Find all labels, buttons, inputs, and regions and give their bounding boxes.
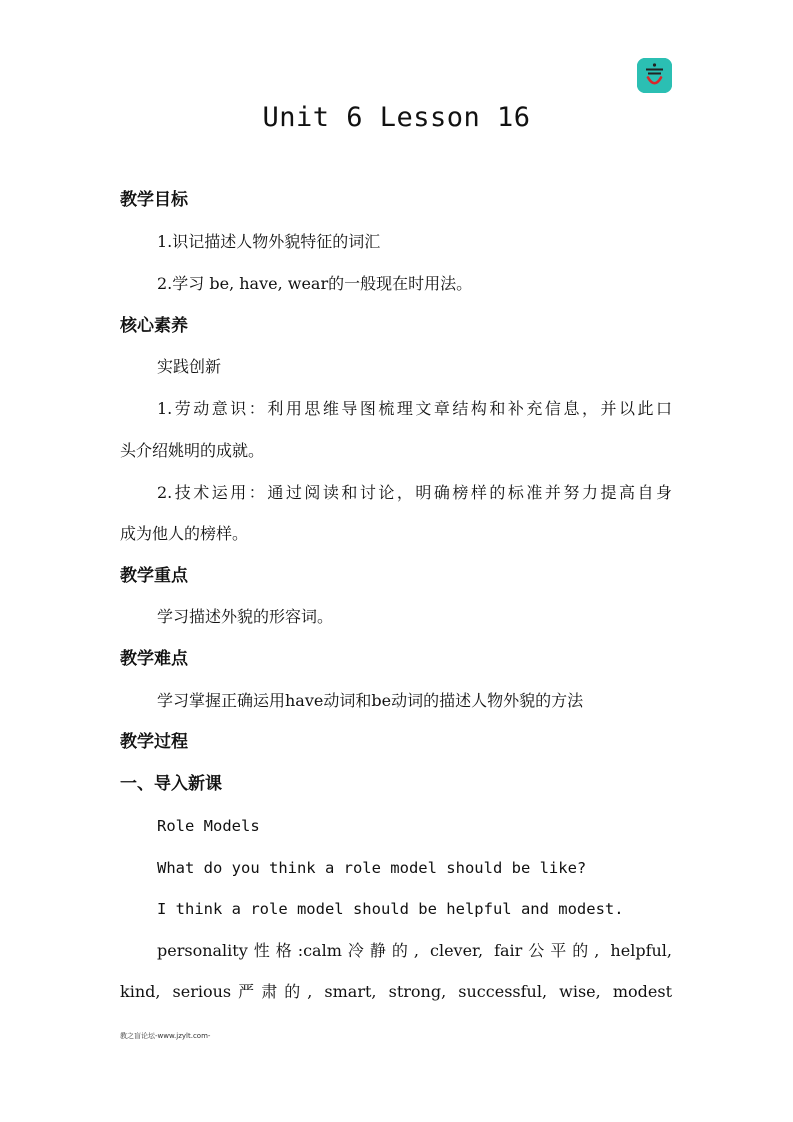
step1-heading: 一、导入新课 xyxy=(120,774,222,794)
core-literacy-item-2-line-2: 成为他人的榜样。 xyxy=(120,524,249,543)
key-points-heading: 教学重点 xyxy=(120,566,188,586)
document-title: Unit 6 Lesson 16 xyxy=(262,102,531,133)
vocab-line-1: personality性格:calm冷静的, clever, fair公平的, helpful, xyxy=(157,941,672,960)
core-literacy-item-1-line-2: 头介绍姚明的成就。 xyxy=(120,441,265,460)
core-literacy-subheading: 实践创新 xyxy=(157,357,222,376)
footer-watermark: 教之盲论坛-www.jzylt.com- xyxy=(120,1032,211,1040)
difficulties-heading: 教学难点 xyxy=(120,649,188,669)
process-line-2: What do you think a role model should be like? xyxy=(157,859,587,877)
key-points-text: 学习描述外貌的形容词。 xyxy=(157,607,334,626)
process-line-1: Role Models xyxy=(157,817,260,835)
speech-logo-icon xyxy=(637,58,672,93)
difficulties-text: 学习掌握正确运用have动词和be动词的描述人物外貌的方法 xyxy=(157,691,584,710)
core-literacy-heading: 核心素养 xyxy=(120,316,188,336)
process-heading: 教学过程 xyxy=(120,732,188,752)
objectives-heading: 教学目标 xyxy=(120,190,188,210)
process-line-3: I think a role model should be helpful and modest. xyxy=(157,900,624,918)
core-literacy-item-2-line-1: 2.技术运用：通过阅读和讨论，明确榜样的标准并努力提高自身 xyxy=(157,483,672,502)
core-literacy-item-1-line-1: 1.劳动意识：利用思维导图梳理文章结构和补充信息，并以此口 xyxy=(157,399,672,418)
objective-item-2: 2.学习 be, have, wear的一般现在时用法。 xyxy=(157,274,473,293)
vocab-line-2: kind, serious严肃的, smart, strong, successful, wise, modest xyxy=(120,982,672,1001)
objective-item-1: 1.识记描述人物外貌特征的词汇 xyxy=(157,232,381,251)
